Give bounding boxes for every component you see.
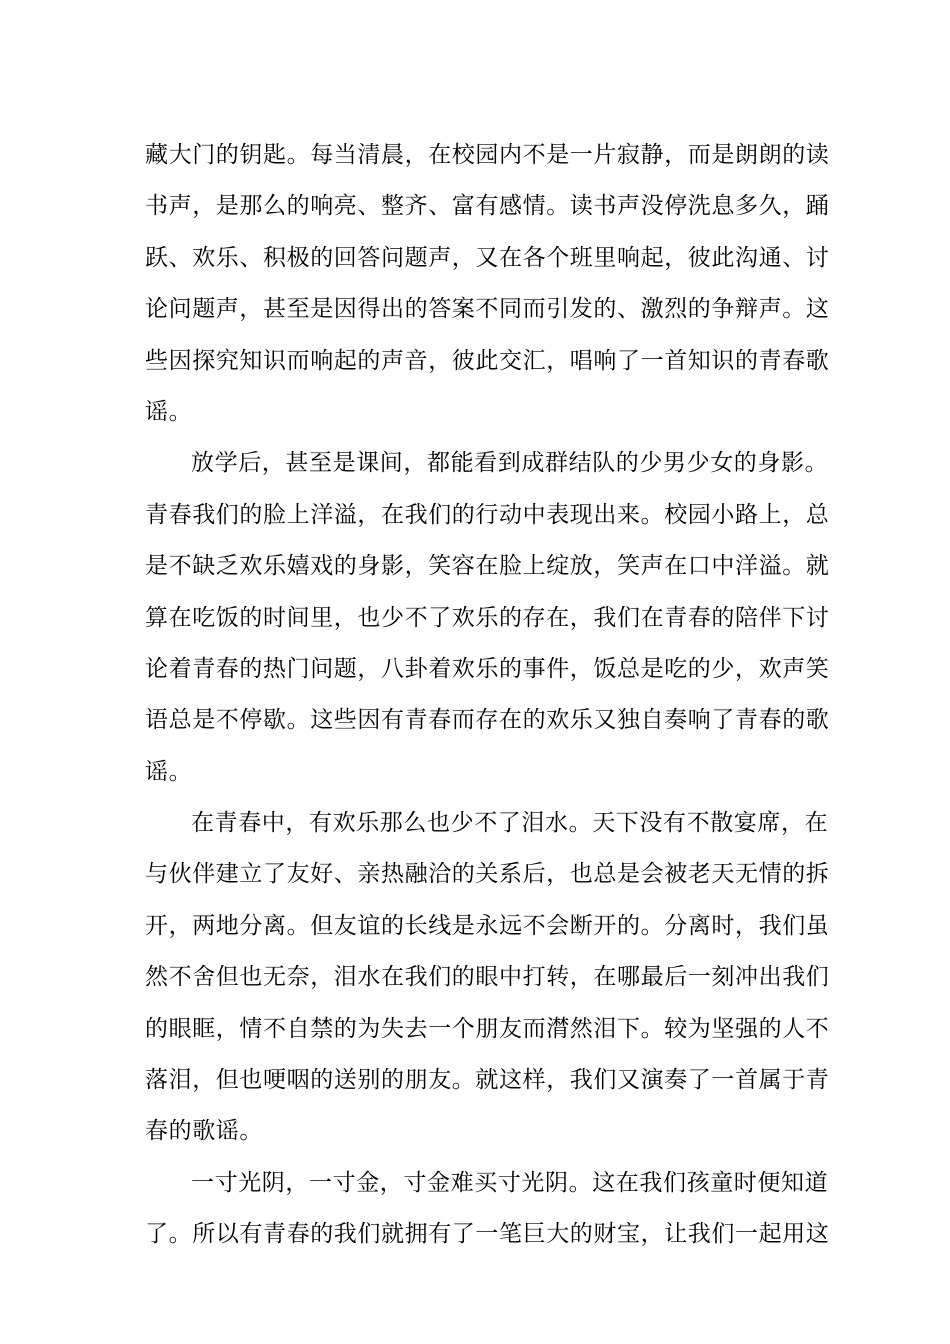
text-line: 论着青春的热门问题，八卦着欢乐的事件，饭总是吃的少，欢声笑	[145, 655, 830, 682]
text-line: 春的歌谣。	[145, 1118, 263, 1145]
text-line: 与伙伴建立了友好、亲热融洽的关系后，也总是会被老天无情的拆	[145, 861, 830, 888]
text-line: 语总是不停歇。这些因有青春而存在的欢乐又独自奏响了青春的歌	[145, 707, 830, 734]
text-line: 了。所以有青春的我们就拥有了一笔巨大的财宝，让我们一起用这	[145, 1221, 830, 1248]
text-line: 落泪，但也哽咽的送别的朋友。就这样，我们又演奏了一首属于青	[145, 1067, 830, 1094]
text-line: 跃、欢乐、积极的回答问题声，又在各个班里响起，彼此沟通、讨	[145, 244, 830, 271]
paragraph-3	[145, 798, 830, 1158]
text-line: 在青春中，有欢乐那么也少不了泪水。天下没有不散宴席，在	[191, 810, 829, 837]
paragraph-4	[145, 1158, 830, 1261]
paragraph-2	[145, 438, 830, 798]
text-line: 书声，是那么的响亮、整齐、富有感情。读书声没停洗息多久，踊	[145, 193, 830, 220]
text-line: 开，两地分离。但友谊的长线是永远不会断开的。分离时，我们虽	[145, 912, 830, 939]
text-line: 谣。	[145, 758, 193, 785]
text-line: 一寸光阴，一寸金，寸金难买寸光阴。这在我们孩童时便知道	[191, 1169, 829, 1196]
text-line: 谣。	[145, 398, 193, 425]
text-line: 算在吃饭的时间里，也少不了欢乐的存在，我们在青春的陪伴下讨	[145, 604, 830, 631]
text-line: 些因探究知识而响起的声音，彼此交汇，唱响了一首知识的青春歌	[145, 347, 830, 374]
text-line: 论问题声，甚至是因得出的答案不同而引发的、激烈的争辩声。这	[145, 296, 830, 323]
body-text	[145, 130, 830, 1261]
text-line: 然不舍但也无奈，泪水在我们的眼中打转，在哪最后一刻冲出我们	[145, 964, 830, 991]
text-line: 藏大门的钥匙。每当清晨，在校园内不是一片寂静，而是朗朗的读	[145, 142, 830, 168]
text-line: 放学后，甚至是课间，都能看到成群结队的少男少女的身影。	[191, 450, 829, 477]
paragraph-1	[145, 130, 830, 438]
text-line: 青春我们的脸上洋溢，在我们的行动中表现出来。校园小路上，总	[145, 501, 830, 528]
text-line: 是不缺乏欢乐嬉戏的身影，笑容在脸上绽放，笑声在口中洋溢。就	[145, 553, 830, 580]
text-line: 的眼眶，情不自禁的为失去一个朋友而潸然泪下。较为坚强的人不	[145, 1015, 830, 1042]
